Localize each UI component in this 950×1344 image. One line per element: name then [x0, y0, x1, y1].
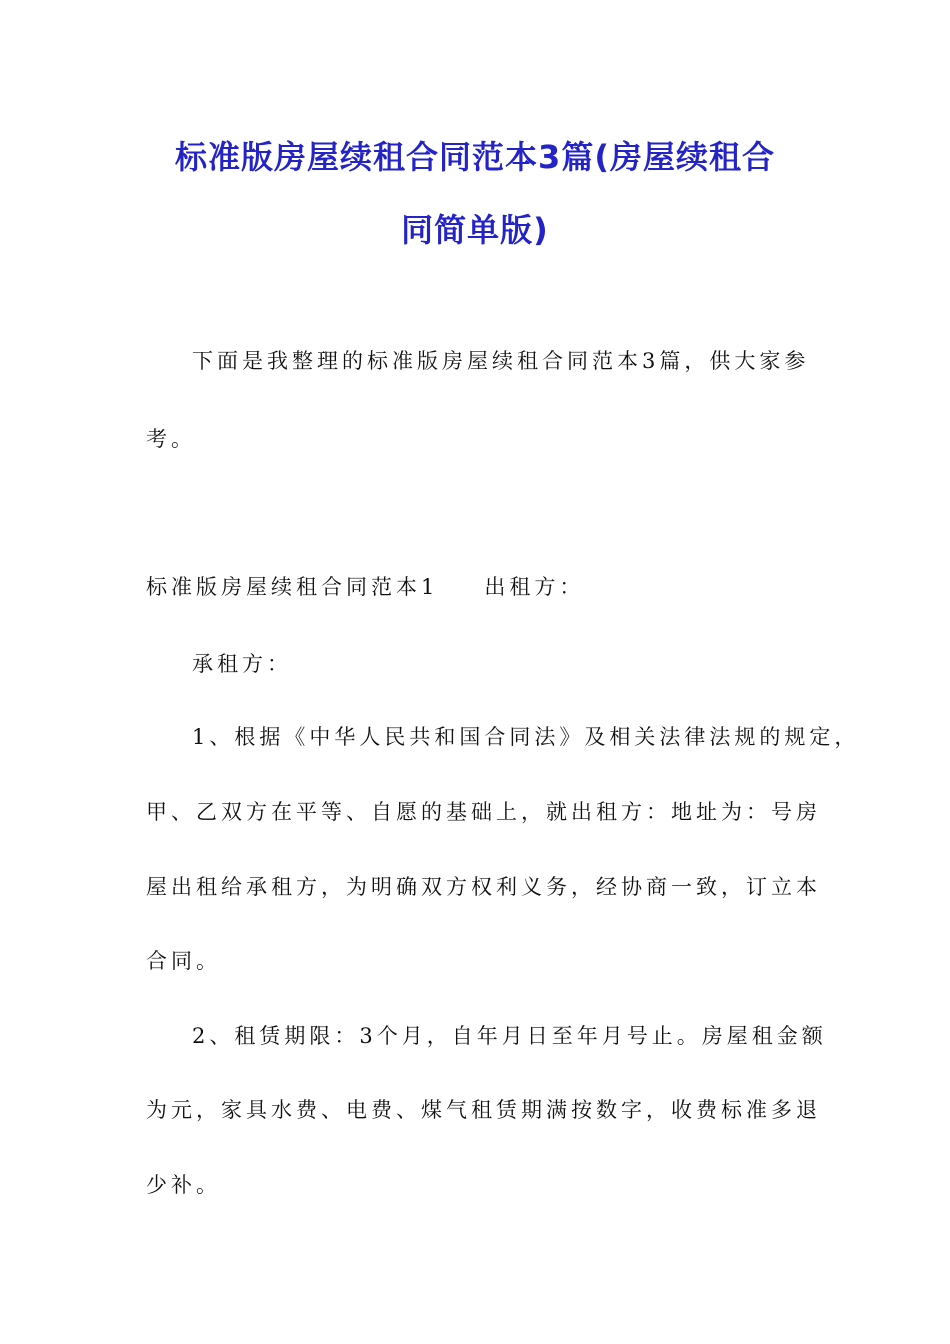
document-title-line-1: 标准版房屋续租合同范本3篇(房屋续租合	[175, 138, 775, 176]
clause-2-line-2: 为元，家具水费、电费、煤气租赁期满按数字，收费标准多退	[146, 1098, 821, 1122]
clause-1-line-1: 1、根据《中华人民共和国合同法》及相关法律法规的规定，	[192, 725, 860, 749]
lessor-label: 出租方：	[484, 575, 585, 599]
section-heading: 标准版房屋续租合同范本1	[146, 575, 439, 599]
intro-paragraph-line-1: 下面是我整理的标准版房屋续租合同范本3篇，供大家参	[192, 349, 810, 373]
section-heading-row	[146, 571, 816, 601]
lessee-label: 承租方：	[192, 652, 292, 676]
intro-paragraph-line-2: 考。	[146, 427, 196, 451]
clause-2-line-1: 2、租赁期限：3个月，自年月日至年月号止。房屋租金额	[192, 1024, 827, 1048]
clause-1-line-4: 合同。	[146, 949, 221, 973]
clause-1-line-3: 屋出租给承租方，为明确双方权利义务，经协商一致，订立本	[146, 875, 821, 899]
document-title-line-2: 同简单版)	[401, 211, 549, 249]
clause-1-line-2: 甲、乙双方在平等、自愿的基础上，就出租方：地址为：号房	[146, 800, 821, 824]
clause-2-line-3: 少补。	[146, 1173, 221, 1197]
